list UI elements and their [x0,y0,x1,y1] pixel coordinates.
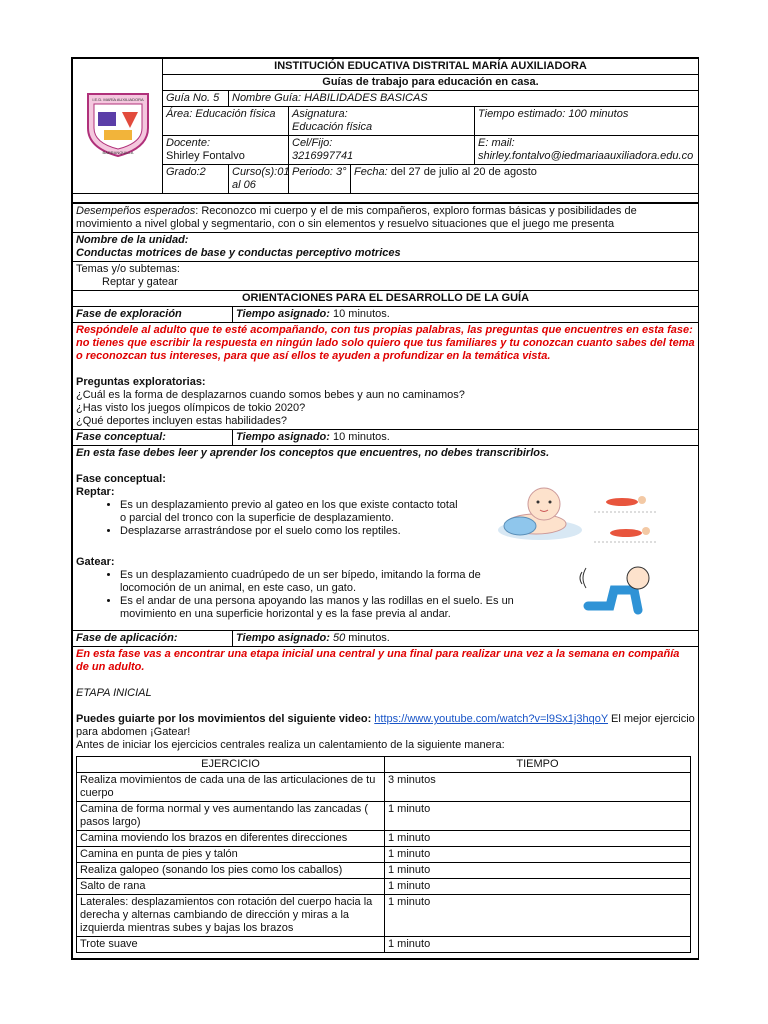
preguntas-label: Preguntas exploratorias: [76,376,206,388]
ejercicio-cell: Laterales: desplazamientos con rotación del cuerpo hacia la derecha y alternas cambiando de dirección y miras a la izquierda mientras subes y bajas los brazos [77,895,385,937]
logo-bottom-text: BARRANQUILLA [102,150,133,155]
tiempo-estimado [475,107,699,136]
school-shield-icon [82,88,154,160]
guia-number: Guía No. 5 [163,91,229,107]
tiempo-estimado-value: 100 minutos [568,108,629,120]
video-after-text: El mejor ejercicio para abdomen ¡Gatear! [76,713,695,738]
conceptual-instruccion: En esta fase debes leer y aprender los conceptos que encuentres, no debes transcribirlos. [76,447,550,459]
crawling-baby-illustration [480,486,590,548]
fase-aplicacion: Fase de aplicación: [73,631,233,647]
reptar-label: Reptar: [76,486,115,498]
pregunta-2: ¿Has visto los juegos olímpicos de tokio 2020? [76,402,306,414]
desempenos-text: : Reconozco mi cuerpo y el de mis compañeros, exploro formas básicas y posibilidades de movimiento a nivel global y segmentario, con o sin elementos y resuelvo situaciones que el juego me presenta [76,205,637,230]
asignatura-value: Educación física [292,121,373,133]
reptar-list [76,499,460,538]
logo-top-text: I.E.D. MARÍA AUXILIADORA [91,97,144,102]
pregunta-1: ¿Cuál es la forma de desplazarnos cuando somos bebes y aun no caminamos? [76,389,465,401]
tiempo-cell: 1 minuto [385,847,691,863]
video-link[interactable]: https://www.youtube.com/watch?v=l9Sx1j3hqoY [374,713,608,725]
area-value: Educación física [195,108,276,120]
tiempo-cell: 1 minuto [385,879,691,895]
email [475,136,699,165]
tiempo-estimado-label: Tiempo estimado: [478,108,566,120]
ejercicio-cell: Trote suave [77,937,385,953]
ejercicio-cell: Realiza galopeo (sonando los pies como los caballos) [77,863,385,879]
aplicacion-tiempo-value: 50 [332,632,346,644]
reptar-item-2: • Desplazarse arrastrándose por el suelo como los reptiles. [120,525,460,538]
spacer-row [73,194,699,203]
unidad [73,233,699,262]
table-row [77,863,691,879]
guide-subtitle: Guías de trabajo para educación en casa. [163,75,699,91]
tiempo-cell: 1 minuto [385,831,691,847]
desempenos [73,204,699,233]
nombre-guia-label: Nombre Guía: [232,92,302,104]
aplicacion-tiempo [233,631,699,647]
exploracion-tiempo-label: Tiempo asignado: [236,308,330,320]
unidad-label: Nombre de la unidad: [76,234,189,246]
gatear-item-2: • Es el andar de una persona apoyando las manos y las rodillas en el suelo. Es un movimiento en una superficie horizontal y es la fase previa al andar. [120,595,520,621]
tiempo-cell: 1 minuto [385,863,691,879]
temas-value: Reptar y gatear [102,276,178,288]
periodo-label: Periodo: [292,166,333,178]
aplicacion-tiempo-label: Tiempo asignado: [236,632,330,644]
conceptual-content [73,446,699,631]
tiempo-cell: 3 minutos [385,773,691,802]
email-value[interactable]: shirley.fontalvo@iedmariaauxiliadora.edu.co [478,150,694,162]
desempenos-label: Desempeños esperados [76,205,196,217]
ejercicio-cell: Camina en punta de pies y talón [77,847,385,863]
curso-label: Curso(s): [232,166,278,178]
curso [229,165,289,194]
asignatura [289,107,475,136]
cel-label: Cel/Fijo: [292,137,333,149]
email-label: E: mail: [478,137,515,149]
orientaciones-title: ORIENTACIONES PARA EL DESARROLLO DE LA GUÍA [73,291,699,307]
asignatura-label: Asignatura: [292,108,348,120]
unidad-value: Conductas motrices de base y conductas perceptivo motrices [76,247,401,259]
fase-conceptual: Fase conceptual: [73,430,233,446]
antes-text: Antes de iniciar los ejercicios centrales realiza un calentamiento de la siguiente manera: [76,739,505,751]
temas [73,262,699,291]
crawling-toddler-illustration [576,562,658,620]
area [163,107,289,136]
tiempo-cell: 1 minuto [385,802,691,831]
nombre-guia [229,91,699,107]
nombre-guia-value: HABILIDADES BASICAS [304,92,428,104]
reptar-sequence-illustration [592,486,660,548]
ejercicio-cell: Camina moviendo los brazos en diferentes direcciones [77,831,385,847]
ejercicio-cell: Camina de forma normal y ves aumentando las zancadas ( pasos largo) [77,802,385,831]
ejercicio-cell: Realiza movimientos de cada una de las articulaciones de tu cuerpo [77,773,385,802]
table-row [77,802,691,831]
header-table [72,58,699,203]
body-table [72,203,699,959]
reptar-item-1: • Es un desplazamiento previo al gateo en los que existe contacto total o parcial del tronco con la superficie de desplazamiento. [120,499,460,525]
curso-value: 01 al 06 [232,166,290,191]
col-ejercicio-header: EJERCICIO [77,757,385,773]
aplicacion-content [73,647,699,959]
docente-value: Shirley Fontalvo [166,150,245,162]
table-row [77,847,691,863]
exploracion-tiempo-value: 10 minutos. [332,308,390,320]
exploracion-tiempo [233,307,699,323]
exploracion-instruccion: Respóndele al adulto que te esté acompañando, con tus propias palabras, las preguntas que encuentres en esta fase: no tienes que escribir la respuesta en ningún lado solo quiero que tus familiares y tu conozcan cuanto sabes del tema o reconozcan tus intereses, para que así ellos te ayuden a profundizar en la temática vista. [76,324,695,362]
video-label: Puedes guiarte por los movimientos del siguiente video: [76,713,372,725]
conceptual-subtitle: Fase conceptual: [76,473,166,485]
area-label: Área: [166,108,193,120]
aplicacion-instruccion: En esta fase vas a encontrar una etapa inicial una central y una final para realizar una vez a la semana en compañía de un adulto. [76,648,680,673]
fecha-value: del 27 de julio al 20 de agosto [390,166,537,178]
pregunta-3: ¿Qué deportes incluyen estas habilidades? [76,415,287,427]
docente [163,136,289,165]
conceptual-tiempo-value: 10 minutos. [332,431,390,443]
table-row [77,895,691,937]
gatear-list [76,569,520,621]
docente-label: Docente: [166,137,211,149]
fase-exploracion: Fase de exploración [73,307,233,323]
table-row [77,773,691,802]
periodo-value: 3° [336,166,347,178]
fecha [351,165,699,194]
periodo [289,165,351,194]
ejercicio-cell: Salto de rana [77,879,385,895]
video-line [76,713,695,739]
exploracion-content [73,323,699,430]
grado: Grado:2 [163,165,229,194]
table-row [77,937,691,953]
cel-value: 3216997741 [292,150,354,162]
school-name: INSTITUCIÓN EDUCATIVA DISTRITAL MARÍA AUXILIADORA [163,59,699,75]
col-tiempo-header: TIEMPO [385,757,691,773]
fecha-label: Fecha: [354,166,388,178]
conceptual-tiempo [233,430,699,446]
table-row [77,879,691,895]
conceptual-tiempo-label: Tiempo asignado: [236,431,330,443]
gatear-label: Gatear: [76,556,115,568]
tiempo-cell: 1 minuto [385,937,691,953]
temas-label: Temas y/o subtemas: [76,263,180,275]
ejercicios-table [76,756,691,953]
table-row [77,831,691,847]
school-logo-cell [73,59,163,194]
aplicacion-tiempo-suffix: minutos. [345,632,390,644]
tiempo-cell: 1 minuto [385,895,691,937]
gatear-item-1: • Es un desplazamiento cuadrúpedo de un ser bípedo, imitando la forma de locomoción de un animal, en este caso, un gato. [120,569,520,595]
guide-document [71,57,699,960]
etapa-inicial: ETAPA INICIAL [76,687,152,699]
celular [289,136,475,165]
